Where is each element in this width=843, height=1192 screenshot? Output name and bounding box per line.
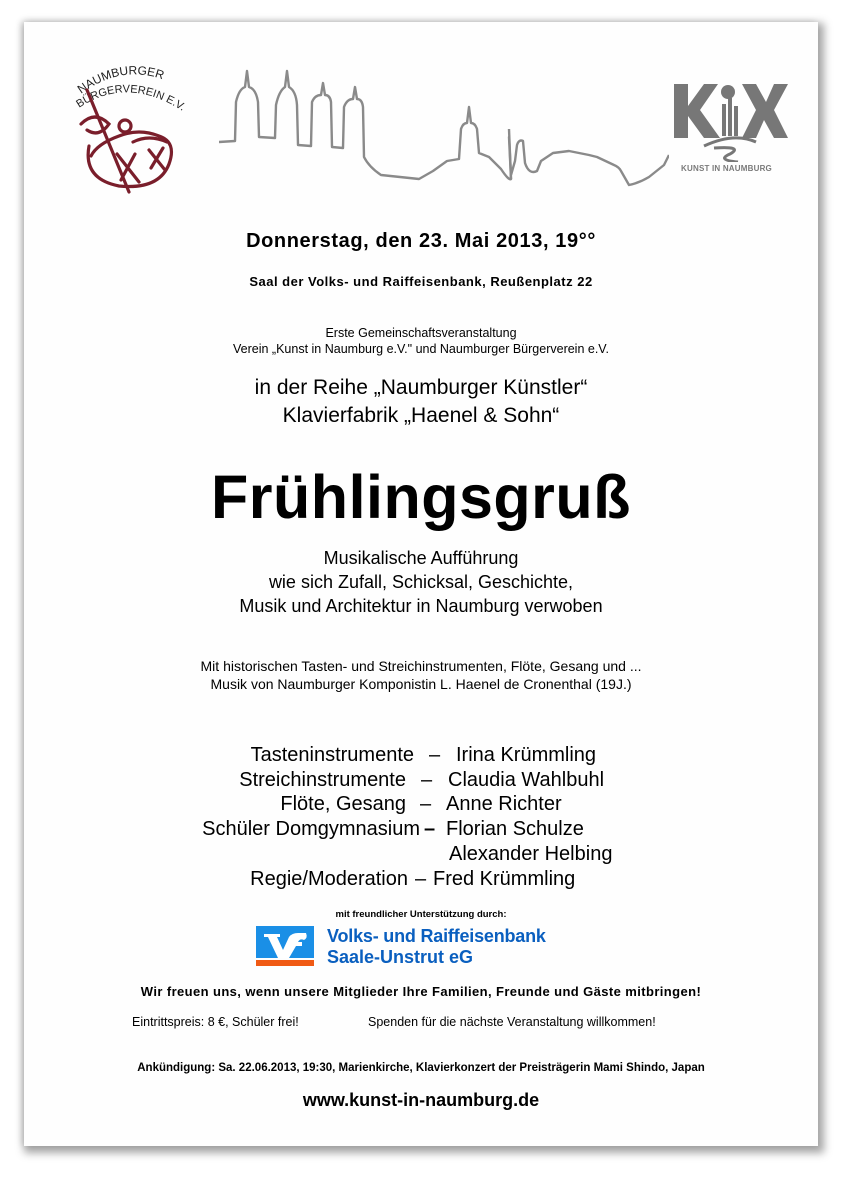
performer-role: Streichinstrumente [239,769,406,791]
bank-name-line-2: Saale-Unstrut eG [327,947,474,963]
series-line-1: in der Reihe „Naumburger Künstler“ [254,376,588,399]
performer-role: Flöte, Gesang [280,793,406,815]
intro-line-1: Erste Gemeinschaftsveranstaltung [325,326,517,340]
performer-name: Fred Krümmling [433,868,576,890]
performer-name: Florian Schulze [446,818,584,840]
bank-name-line-1: Volks- und Raiffeisenbank [327,926,546,946]
performer-dash: – [415,868,427,890]
performer-role: Tasteninstrumente [250,744,414,766]
subtitle-line-3: Musik und Architektur in Naumburg verwoben [239,596,603,616]
announcement: Ankündigung: Sa. 22.06.2013, 19:30, Marienkirche, Klavierkonzert der Preisträgerin Mami Shindo, Japan [137,1062,705,1074]
performer-name: Alexander Helbing [449,843,613,865]
sponsor-bank-logo [256,926,556,968]
series-line-2: Klavierfabrik „Haenel & Sohn“ [282,404,560,427]
performer-name: Anne Richter [446,793,562,815]
event-date: Donnerstag, den 23. Mai 2013, 19°° [246,230,596,252]
history-line-2: Musik von Naumburger Komponistin L. Haenel de Cronenthal (19J.) [210,676,632,692]
kin-caption: KUNST IN NAUMBURG [681,164,772,173]
history-line-1: Mit historischen Tasten- und Streichinstrumenten, Flöte, Gesang und ... [200,658,642,674]
event-title: Frühlingsgruß [211,463,631,531]
naumburg-skyline-illustration [219,67,669,187]
welcome-message: Wir freuen uns, wenn unsere Mitglieder Ihre Familien, Freunde und Gäste mitbringen! [140,984,702,999]
website-link[interactable]: www.kunst-in-naumburg.de [302,1090,540,1110]
performer-name: Claudia Wahlbuhl [448,769,605,791]
performer-dash: – [420,793,432,815]
performer-role: Schüler Domgymnasium [202,818,420,840]
performer-dash: – [421,769,433,791]
subtitle-line-1: Musikalische Aufführung [323,548,519,568]
performer-dash: – [429,744,441,766]
performer-name: Irina Krümmling [456,744,597,766]
performer-role: Regie/Moderation [250,868,408,890]
event-venue: Saal der Volks- und Raiffeisenbank, Reußenplatz 22 [249,274,593,289]
donation-note: Spenden für die nächste Veranstaltung willkommen! [368,1015,656,1029]
poster-page [24,22,818,1146]
volksbank-logo-icon [256,926,314,966]
svg-text:BÜRGERVEREIN E.V.: BÜRGERVEREIN E.V. [74,83,188,114]
svg-text:NAUMBURGER: NAUMBURGER [74,64,166,97]
admission-price: Eintrittspreis: 8 €, Schüler frei! [132,1015,299,1029]
performer-dash: – [424,818,436,840]
kunst-in-naumburg-logo [664,72,789,177]
naumburger-buergerverein-logo [69,64,204,194]
sponsor-label: mit freundlicher Unterstützung durch: [335,909,507,920]
intro-line-2: Verein „Kunst in Naumburg e.V." und Naumburger Bürgerverein e.V. [233,342,609,356]
subtitle-line-2: wie sich Zufall, Schicksal, Geschichte, [268,572,574,592]
